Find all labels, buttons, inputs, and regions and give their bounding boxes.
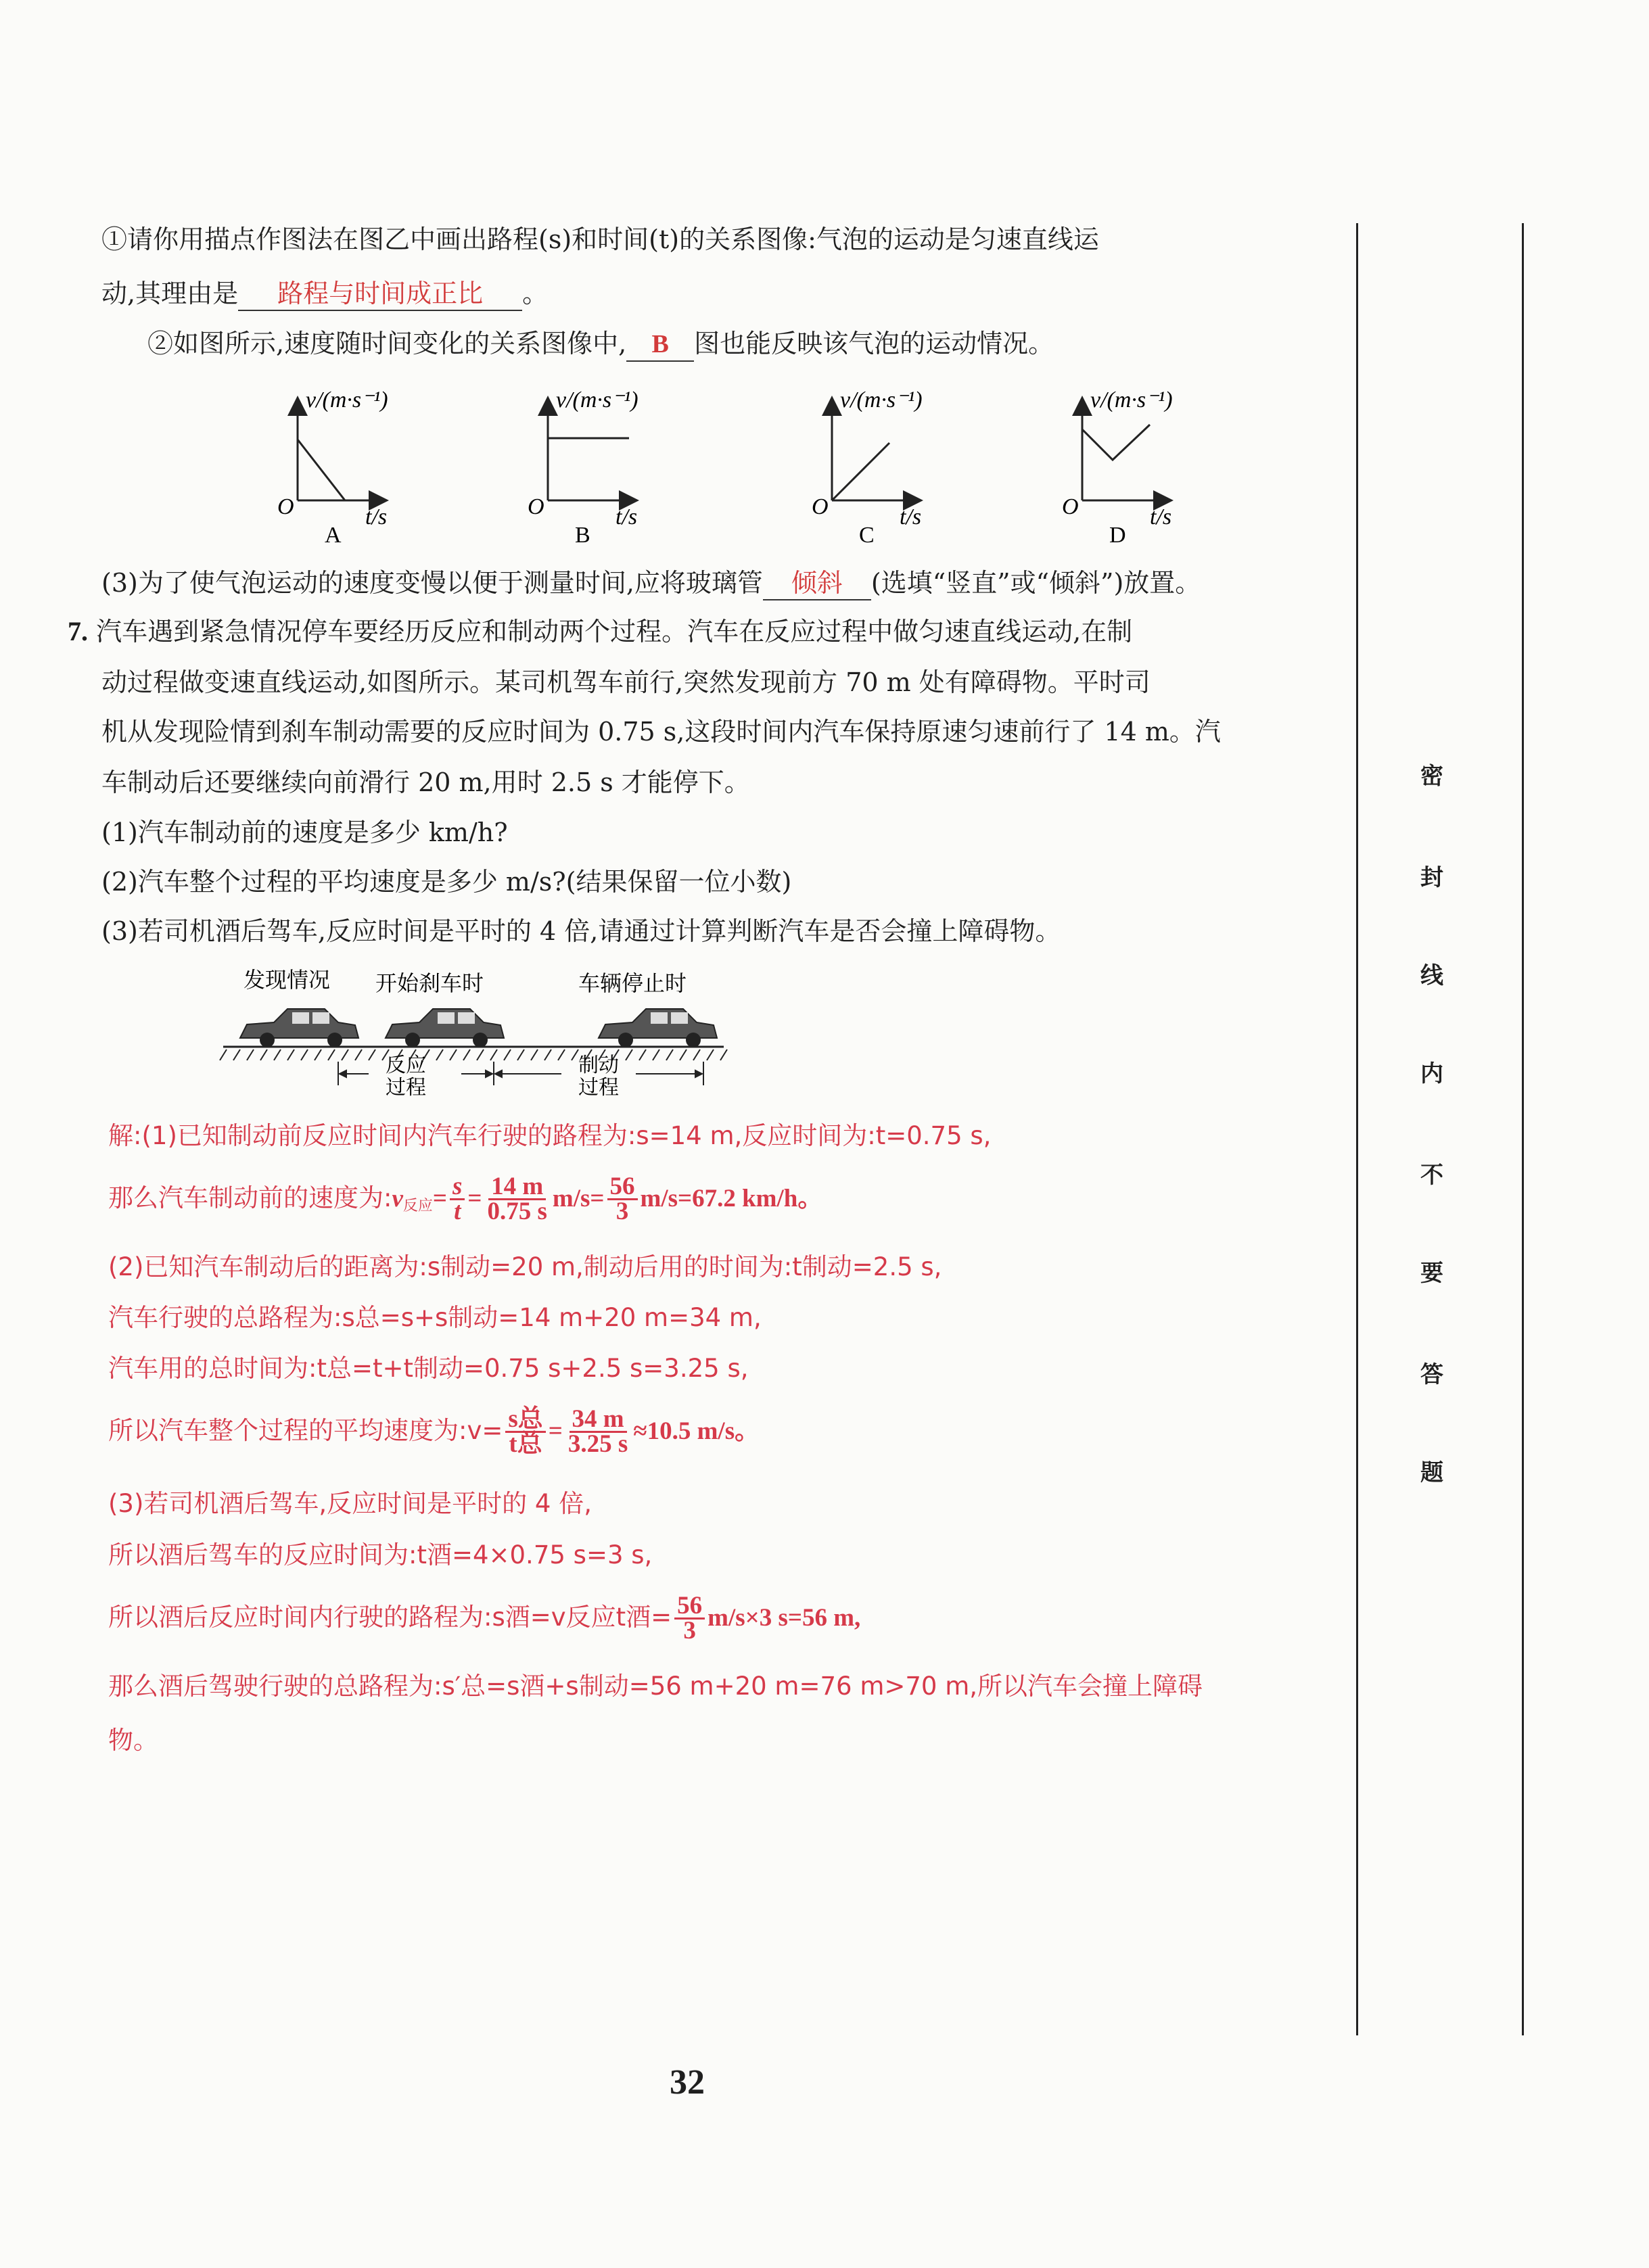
graph-c-origin: O bbox=[812, 494, 829, 519]
graph-a-ylabel: v/(m·s⁻¹) bbox=[306, 387, 388, 412]
seal-char-8: 题 bbox=[1420, 1459, 1443, 1486]
q7-line2: 动过程做变速直线运动,如图所示。某司机驾车前行,突然发现前方 70 m 处有障碍物。平时司 bbox=[101, 667, 1151, 697]
q6-part1-post: 。 bbox=[522, 279, 549, 308]
braking-scene bbox=[216, 960, 730, 1116]
sol9-frac bbox=[674, 1594, 705, 1643]
phase-reaction-label-b: 过程 bbox=[386, 1076, 426, 1100]
sol6-frac-sym bbox=[505, 1405, 545, 1458]
q6-part1-answer-blank: 路程与时间成正比 bbox=[238, 277, 522, 311]
q7-sub2: (2)汽车整个过程的平均速度是多少 m/s?(结果保留一位小数) bbox=[101, 867, 792, 897]
solution-line-6 bbox=[108, 1405, 760, 1458]
q6-part2-answer-blank: B bbox=[626, 328, 694, 362]
graph-b-xlabel: t/s bbox=[616, 504, 638, 529]
q6-part3-line bbox=[101, 567, 1201, 600]
graph-d-origin: O bbox=[1062, 494, 1079, 519]
sol2-frac-st bbox=[450, 1175, 465, 1223]
sol2-eq2: = bbox=[467, 1185, 482, 1212]
q7-line4: 车制动后还要继续向前滑行 20 m,用时 2.5 s 才能停下。 bbox=[101, 767, 750, 797]
q7-line1 bbox=[68, 615, 1132, 648]
phase-braking-label-a: 制动 bbox=[578, 1054, 619, 1077]
sol2-frac-values-num: 14 m bbox=[488, 1175, 546, 1200]
graph-a-line bbox=[298, 440, 345, 500]
solution-line-1: 解:(1)已知制动前反应时间内汽车行驶的路程为:s=14 m,反应时间为:t=0.75 s, bbox=[108, 1121, 992, 1150]
margin-line-inner bbox=[1356, 223, 1358, 2035]
sol2-frac-56-3-den: 3 bbox=[616, 1198, 629, 1225]
margin-line-outer bbox=[1522, 223, 1524, 2035]
graph-c-line bbox=[832, 443, 889, 500]
page-number: 32 bbox=[670, 2063, 705, 2102]
sol9-pre: 所以酒后反应时间内行驶的路程为:s酒=v反应t酒= bbox=[108, 1603, 672, 1632]
graph-d-label: D bbox=[1109, 523, 1126, 548]
solution-line-3: (2)已知汽车制动后的距离为:s制动=20 m,制动后用的时间为:t制动=2.5 s, bbox=[108, 1252, 942, 1281]
graph-b-ylabel: v/(m·s⁻¹) bbox=[556, 387, 638, 412]
seal-char-2: 封 bbox=[1420, 864, 1443, 891]
solution-line-4: 汽车行驶的总路程为:s总=s+s制动=14 m+20 m=34 m, bbox=[108, 1303, 762, 1332]
graph-c-label: C bbox=[859, 523, 875, 548]
sol9-end: m/s×3 s=56 m, bbox=[707, 1604, 861, 1632]
graph-d-xlabel: t/s bbox=[1150, 504, 1172, 529]
graph-d-line bbox=[1082, 425, 1150, 460]
phase-braking-label-b: 过程 bbox=[578, 1076, 619, 1100]
seal-char-4: 内 bbox=[1420, 1060, 1443, 1087]
sol6-frac-values-num: 34 m bbox=[570, 1408, 627, 1433]
car-2 bbox=[386, 1009, 504, 1047]
seal-char-3: 线 bbox=[1420, 962, 1443, 989]
q7-number: 7. bbox=[68, 616, 88, 646]
q7-sub1: (1)汽车制动前的速度是多少 km/h? bbox=[101, 818, 508, 847]
solution-line-7: (3)若司机酒后驾车,反应时间是平时的 4 倍, bbox=[108, 1489, 592, 1518]
sol2-frac-st-den: t bbox=[454, 1198, 461, 1225]
solution-line-8: 所以酒后驾车的反应时间为:t酒=4×0.75 s=3 s, bbox=[108, 1540, 653, 1569]
sol2-mid: m/s= bbox=[552, 1185, 605, 1212]
sol2-frac-56-3-num: 56 bbox=[607, 1175, 638, 1200]
solution-line-11: 物。 bbox=[108, 1726, 158, 1755]
seal-char-7: 答 bbox=[1420, 1361, 1443, 1388]
sol2-frac-values bbox=[485, 1175, 550, 1223]
seal-char-5: 不 bbox=[1420, 1162, 1443, 1189]
graph-b-origin: O bbox=[528, 494, 544, 519]
solution-line-2 bbox=[108, 1175, 822, 1223]
car-1 bbox=[240, 1009, 358, 1047]
sol2-v: v bbox=[392, 1185, 403, 1212]
sol9-frac-den: 3 bbox=[683, 1617, 696, 1645]
solution-line-9 bbox=[108, 1594, 860, 1643]
seal-char-1: 密 bbox=[1420, 763, 1443, 790]
q7-line3: 机从发现险情到刹车制动需要的反应时间为 0.75 s,这段时间内汽车保持原速匀速前行了 14 m。汽 bbox=[101, 717, 1221, 747]
car-3 bbox=[599, 1009, 717, 1047]
q6-part2-post: 图也能反映该气泡的运动情况。 bbox=[694, 329, 1054, 358]
sol6-frac-values bbox=[565, 1405, 630, 1458]
graph-a bbox=[277, 387, 388, 548]
scene-label-discover: 发现情况 bbox=[243, 967, 331, 993]
q7-line1-text: 汽车遇到紧急情况停车要经历反应和制动两个过程。汽车在反应过程中做匀速直线运动,在制 bbox=[96, 617, 1133, 646]
q6-part3-answer-blank: 倾斜 bbox=[763, 567, 871, 600]
q7-sub3: (3)若司机酒后驾车,反应时间是平时的 4 倍,请通过计算判断汽车是否会撞上障碍物。 bbox=[101, 916, 1061, 946]
scene-label-stopped: 车辆停止时 bbox=[578, 970, 687, 996]
sol2-pre: 那么汽车制动前的速度为: bbox=[108, 1183, 392, 1212]
sol6-end: ≈10.5 m/s。 bbox=[633, 1417, 760, 1445]
q6-part2-line bbox=[147, 327, 1054, 362]
q6-part1-line2 bbox=[101, 277, 548, 311]
sol6-eq: = bbox=[548, 1417, 563, 1445]
q6-part3-pre: (3)为了使气泡运动的速度变慢以便于测量时间,应将玻璃管 bbox=[101, 568, 763, 598]
solution-line-5: 汽车用的总时间为:t总=t+t制动=0.75 s+2.5 s=3.25 s, bbox=[108, 1354, 749, 1383]
q6-part1-line1: ①请你用描点作图法在图乙中画出路程(s)和时间(t)的关系图像:气泡的运动是匀速直线运 bbox=[101, 225, 1099, 254]
sol6-frac-sym-den: t总 bbox=[509, 1430, 542, 1458]
sol6-frac-values-den: 3.25 s bbox=[567, 1430, 628, 1458]
sol2-end: m/s=67.2 km/h。 bbox=[640, 1185, 823, 1212]
graph-b bbox=[528, 387, 638, 548]
sol2-frac-56-3 bbox=[607, 1175, 638, 1223]
sol2-vsub: 反应 bbox=[402, 1198, 433, 1214]
q6-part2-pre: ②如图所示,速度随时间变化的关系图像中, bbox=[147, 329, 627, 358]
graph-d-ylabel: v/(m·s⁻¹) bbox=[1090, 387, 1173, 412]
graph-b-label: B bbox=[575, 523, 590, 548]
graph-a-xlabel: t/s bbox=[365, 504, 388, 529]
sol2-eq1: = bbox=[432, 1185, 448, 1212]
graph-a-label: A bbox=[325, 523, 342, 548]
q6-part3-post: (选填“竖直”或“倾斜”)放置。 bbox=[870, 568, 1201, 598]
sol2-frac-values-den: 0.75 s bbox=[487, 1198, 547, 1225]
q6-part1-pre: 动,其理由是 bbox=[101, 279, 239, 308]
graph-c bbox=[812, 387, 923, 548]
graph-d bbox=[1062, 387, 1173, 548]
vt-graphs bbox=[264, 379, 1245, 554]
graph-c-xlabel: t/s bbox=[900, 504, 922, 529]
sol2-frac-st-num: s bbox=[450, 1175, 465, 1200]
graph-a-origin: O bbox=[277, 494, 294, 519]
graph-c-ylabel: v/(m·s⁻¹) bbox=[840, 387, 923, 412]
sol6-frac-sym-num: s总 bbox=[505, 1408, 545, 1433]
seal-char-6: 要 bbox=[1420, 1260, 1443, 1287]
road bbox=[220, 1047, 727, 1060]
scene-label-brake-start: 开始刹车时 bbox=[375, 970, 484, 996]
solution-line-10: 那么酒后驾驶行驶的总路程为:s′总=s酒+s制动=56 m+20 m=76 m>70 m,所以汽车会撞上障碍 bbox=[108, 1672, 1203, 1701]
sol9-frac-num: 56 bbox=[674, 1594, 705, 1620]
phase-reaction-label-a: 反应 bbox=[386, 1054, 426, 1077]
sol6-pre: 所以汽车整个过程的平均速度为:v= bbox=[108, 1416, 503, 1445]
